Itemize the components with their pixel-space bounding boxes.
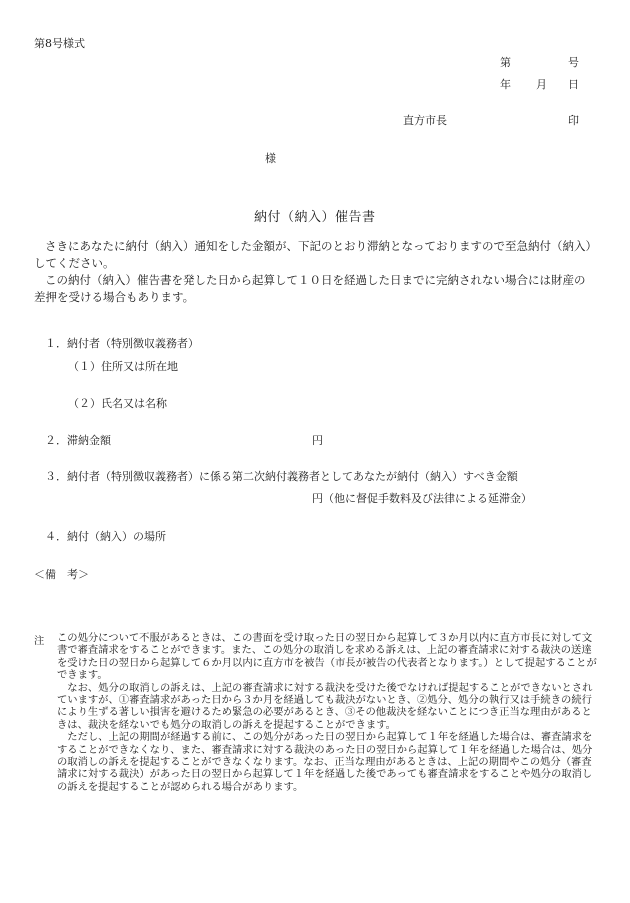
item-3-yen: 円（他に督促手数料及び法律による延滞金） (312, 492, 532, 505)
seal-mark: 印 (568, 114, 579, 127)
body-line-4: 差押を受ける場合もあります。 (34, 290, 195, 304)
item-1-address: （１）住所又は所在地 (68, 360, 178, 373)
body-line-2: してください。 (34, 256, 115, 270)
date-day: 日 (568, 78, 579, 91)
item-2-yen: 円 (312, 434, 323, 447)
document-title: 納付（納入）催告書 (254, 210, 376, 225)
date-month: 月 (536, 78, 547, 91)
issuer: 直方市長 (403, 114, 447, 127)
date-year: 年 (500, 78, 511, 91)
item-3: ３．納付者（特別徴収義務者）に係る第二次納付義務者としてあなたが納付（納入）すべき金額 (45, 470, 518, 483)
remarks-label: ＜備 考＞ (34, 568, 89, 581)
document-number-suffix: 号 (568, 56, 579, 69)
form-number: 第8号様式 (34, 37, 85, 50)
note-paragraph-2: なお、処分の取消しの訴えは、上記の審査請求に対する裁決を受けた後でなければ提起することができないとされていますが、①審査請求があった日から３か月を経過しても裁決がないとき、②処分、処分の執行又は手続きの続行により生ずる著しい損害を避けるため緊急の必要があるとき、③その他裁決を経ないことにつき正当な理由があるときは、裁決を経ないでも処分の取消しの訴えを提起することができます。 (57, 681, 593, 731)
item-1: １．納付者（特別徴収義務者） (45, 337, 199, 350)
body-line-1: さきにあなたに納付（納入）通知をした金額が、下記のとおり滞納となっておりますので至急納付（納入） (45, 239, 597, 253)
document-number-prefix: 第 (500, 56, 511, 69)
item-2: ２．滞納金額 (45, 434, 111, 447)
item-1-name: （２）氏名又は名称 (68, 397, 167, 410)
note-label: 注 (34, 636, 45, 647)
recipient-suffix: 様 (265, 152, 276, 165)
body-line-3: この納付（納入）催告書を発した日から起算して１０日を経過した日までに完納されない場合には財産の (45, 273, 586, 287)
note-section (57, 632, 597, 793)
item-4: ４．納付（納入）の場所 (45, 530, 166, 543)
note-paragraph-3: ただし、上記の期間が経過する前に、この処分があった日の翌日から起算して１年を経過した場合は、審査請求をすることができなくなり、また、審査請求に対する裁決のあった日の翌日から起算して１年を経過した場合は、処分の取消しの訴えを提起することができなくなります。なお、正当な理由があるときは、上記の期間やこの処分（審査請求に対する裁決）があった日の翌日から起算して１年を経過した後であっても審査請求をすることや処分の取消しの訴えを提起することが認められる場合があります。 (57, 731, 593, 793)
body-paragraph (34, 238, 600, 306)
note-paragraph-1: この処分について不服があるときは、この書面を受け取った日の翌日から起算して３か月以内に直方市長に対して文書で審査請求をすることができます。また、この処分の取消しを求める訴えは、上記の審査請求に対する裁決の送達を受けた日の翌日から起算して６か月以内に直方市を被告（市長が被告の代表者となります。）として提起することができます。 (57, 632, 597, 682)
